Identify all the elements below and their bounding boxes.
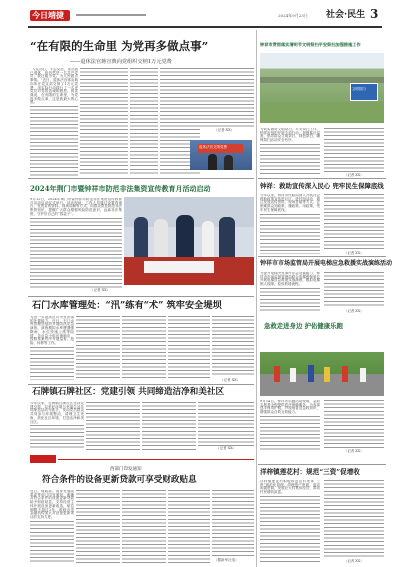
a1-body-col3 [130, 68, 158, 176]
a5-body-col2 [76, 490, 120, 564]
header-small-text [76, 14, 146, 16]
r2-body-col2 [324, 194, 384, 250]
r5-body-col2 [324, 480, 384, 558]
section-name: 社会·民生 [326, 10, 366, 20]
a3-byline: （记者 XX） [220, 378, 241, 382]
r1-byline: （记者 XX） [344, 173, 364, 177]
a1-body-col5 [200, 68, 254, 128]
a2-title: 2024年荆门市暨钟祥市防范非法集资宣传教育月活动启动 [30, 184, 211, 193]
a3-body-col2 [76, 316, 120, 380]
a2-byline: （记者 XX） [90, 288, 111, 292]
a5-body-col4 [168, 490, 210, 564]
a5-text: 近日，财政部、国家发展改革委等部门印发通知，明确对符合条件的设备更新贷款给予财政贴息，支持经营主体开展设备更新改造，贴息期限不超过2年，鼓励各类金融机构加大对设备更新项目的支持力度。 [30, 490, 74, 519]
a3-body-col5 [212, 316, 254, 376]
r4-byline: （记者 XX） [344, 449, 364, 453]
r3-text: 为提升电梯突发事件应急处置能力，钟祥市市场监督管理局联合电梯维保单位开展电梯应急救援实战演练，模拟电梯困人故障，检验救援流程。 [260, 272, 320, 287]
masthead-logo-text: 今日靖捷 [32, 10, 64, 20]
r4-body-col2 [324, 400, 384, 448]
a1-body-col2 [80, 68, 128, 176]
r3-title: 钟祥市市场监管局开展电梯应急救援实战演练活动 [260, 260, 393, 267]
r5-rule [258, 464, 386, 465]
a5-body [30, 490, 74, 564]
a3-title: 石门水库管理处：“汛”练有“术” 筑牢安全堤坝 [32, 300, 222, 311]
r2-body [260, 194, 320, 254]
a5-badge [30, 455, 56, 463]
a5-body-col5 [212, 490, 254, 556]
r2-rule [258, 178, 386, 179]
r1-text: 为切实做好文明祭扫、平安祭扫工作，钟祥市组织开展专项行动，加强墓区巡查，倡导群众文明祭扫、绿色祭扫，确保祭扫活动安全有序。 [260, 128, 320, 143]
a5-body-col3 [122, 490, 166, 564]
r5-title: 洋梓镇莲花村：规范“三资”促增收 [260, 468, 360, 476]
a1-subtitle: ——退休法官蒋宣典向党组织交纳1万元党费 [70, 59, 172, 65]
a2-rule [28, 178, 254, 179]
a1-byline: （记者 XX） [214, 128, 235, 132]
r2-byline: （记者 XX） [344, 251, 364, 255]
a4-rule [28, 384, 254, 385]
a3-text: 为进一步提高应对突发汛情的处置能力，近日，石门水库管理处组织开展防汛应急演练。演练模拟水库遭遇强降雨，水位快速上涨等险情，各应急小组迅速响应，按照预案有序开展巡查、抢险、转移等工作。 [30, 316, 74, 345]
a2-body [30, 198, 122, 290]
r3-body-col2 [324, 272, 384, 308]
a3-body [30, 316, 74, 380]
a5-byline: （据新华社电） [214, 558, 239, 562]
r1-body-col2 [324, 128, 384, 172]
a4-byline: （记者 XX） [216, 446, 237, 450]
a4-body-col4 [198, 402, 254, 446]
a4-text: 今年以来，石牌镇石牌社区坚持党建引领，以美好环境与幸福生活共同缔造活动为抓手，发动党员群众共同参与环境整治，清理卫生死角，美化社区环境，打造洁净和美社区。 [30, 402, 84, 424]
a1-photo [190, 140, 252, 170]
a4-body-col3 [142, 402, 196, 450]
header-rule [28, 26, 382, 28]
r3-byline: （记者 XX） [344, 309, 364, 313]
a3-rule [28, 296, 254, 297]
r3-rule [258, 256, 386, 257]
r1-body [260, 128, 320, 174]
a4-title: 石牌镇石牌社区：党建引领 共同缔造洁净和美社区 [32, 387, 225, 397]
r5-byline: （记者 XX） [344, 559, 364, 563]
a1-title: “在有限的生命里 为党再多做点事” [30, 39, 209, 53]
r5-body [260, 480, 320, 564]
r5-text: 洋梓镇莲花村积极推进农村集体“三资”规范化管理，清理资产资源，盘活闲置资源，发展壮大村集体经济，带动村民增收致富。 [260, 480, 320, 495]
a5-kicker: 西部门印发通知 [110, 467, 142, 472]
a3-body-col3 [122, 316, 166, 380]
a1-body [30, 68, 78, 176]
r1-photo [260, 53, 384, 123]
r2-text: 今年以来，钟祥市民政局深入开展社会救助政策宣传进社区、进村组活动，通过发放宣传资料、现场答疑等方式，让困难群众知政策、懂政策、用政策，兜牢民生保障底线。 [260, 194, 320, 212]
r4-text: 9月14日，钟祥市乐跑活动现场，急救志愿者全程提供医疗保障服务，为参赛选手保驾护航，并现场普及急救知识，增强群众自救互救能力。 [260, 400, 320, 415]
a2-text: 9月12日，2024年荆门市暨钟祥市防范非法集资宣传教育月活动启动仪式举行。活动现场，工作人员通过设置咨询台、发放宣传资料、现场讲解等方式，向群众普及防范非法集资知识，提醒广大群众增强风险防范意识，远离非法集资，守护好自己的“钱袋子”。 [30, 198, 122, 216]
a2-photo [124, 197, 254, 285]
a5-rule [58, 459, 254, 460]
a1-text: “入党初心，不忘党恩，虽然我已退休，但仍然是一名共产党员，我还能为党、为人民做点事情。”近日，退休法官蒋宣典向所在党支部交纳了1万元党费，用实际行动践行了一名老党员对党的忠诚和感恩。蒋宣典说，在有限的生命里，为党再多做点事，这是我最大的心愿。 [30, 68, 78, 105]
page-number: 3 [370, 7, 379, 21]
column-divider [256, 30, 257, 567]
a1-photo-sign: 退休法官交纳党费 [199, 145, 227, 149]
r3-body [260, 272, 320, 312]
r4-photo-caption: 急救走进身边 护佑健康乐跑 [264, 322, 343, 330]
r1-photo-sign: 文明祭扫 [352, 87, 366, 91]
a4-body-col2 [86, 402, 140, 450]
r1-title: 钟祥市贯彻落实清明节文明祭扫平安祭扫加强措施工作 [260, 42, 361, 47]
a3-body-col4 [168, 316, 210, 380]
edition-date: 2024年9月23日 [278, 13, 308, 18]
r4-body [260, 400, 320, 452]
r2-title: 钟祥：救助宣传深入民心 兜牢民生保障底线 [260, 182, 384, 190]
a4-body [30, 402, 84, 450]
a5-title: 符合条件的设备更新贷款可享受财政贴息 [42, 475, 197, 485]
r4-photo [260, 352, 384, 396]
